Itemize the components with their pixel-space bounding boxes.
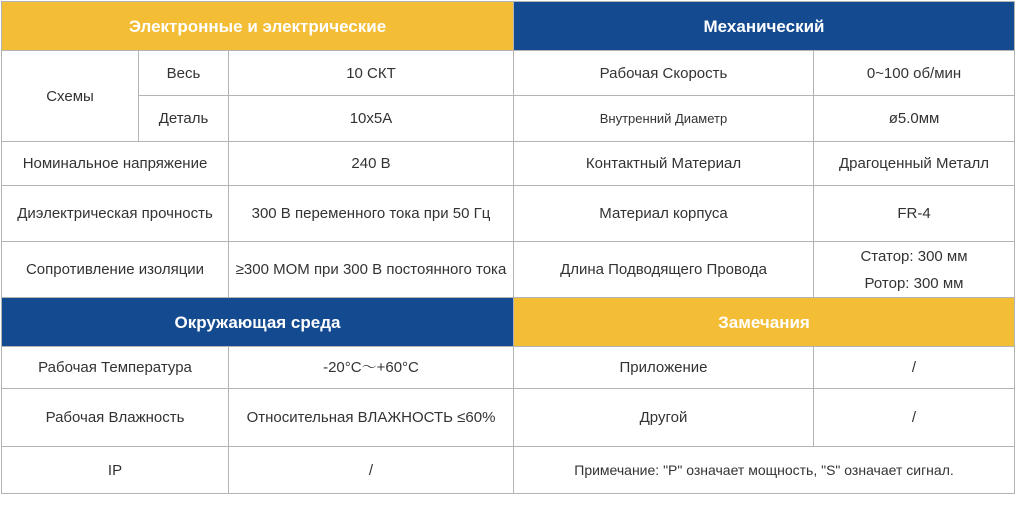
dielectric-strength-label: Диэлектрическая прочность [2, 186, 229, 242]
contact-material-value: Драгоценный Металл [814, 142, 1015, 186]
weight-label: Весь [139, 51, 229, 96]
circuits-label: Схемы [2, 51, 139, 142]
housing-material-label: Материал корпуса [514, 186, 814, 242]
remarks-note: Примечание: "P" означает мощность, "S" означает сигнал. [514, 447, 1015, 494]
insulation-resistance-label: Сопротивление изоляции [2, 242, 229, 298]
ip-label: IP [2, 447, 229, 494]
mechanical-section-header: Механический [514, 2, 1015, 51]
operating-temperature-label: Рабочая Температура [2, 347, 229, 389]
rated-voltage-label: Номинальное напряжение [2, 142, 229, 186]
detail-label: Деталь [139, 96, 229, 142]
remarks-section-header: Замечания [514, 298, 1015, 347]
operating-humidity-label: Рабочая Влажность [2, 389, 229, 447]
lead-length-stator: Статор: 300 мм [860, 247, 968, 265]
electrical-section-header: Электронные и электрические [2, 2, 514, 51]
lead-length-value [814, 242, 1015, 298]
insulation-resistance-value: ≥300 МОМ при 300 В постоянного тока [229, 242, 514, 298]
application-value: / [814, 347, 1015, 389]
housing-material-value: FR-4 [814, 186, 1015, 242]
other-label: Другой [514, 389, 814, 447]
environment-section-header: Окружающая среда [2, 298, 514, 347]
operating-temperature-value: -20°C～+60°C [229, 347, 514, 389]
ip-value: / [229, 447, 514, 494]
application-label: Приложение [514, 347, 814, 389]
inner-diameter-value: ø5.0мм [814, 96, 1015, 142]
speed-label: Рабочая Скорость [514, 51, 814, 96]
lead-length-label: Длина Подводящего Провода [514, 242, 814, 298]
dielectric-strength-value: 300 В переменного тока при 50 Гц [229, 186, 514, 242]
specification-table [1, 1, 1015, 494]
inner-diameter-label: Внутренний Диаметр [514, 96, 814, 142]
detail-value: 10х5А [229, 96, 514, 142]
operating-humidity-value: Относительная ВЛАЖНОСТЬ ≤60% [229, 389, 514, 447]
speed-value: 0~100 об/мин [814, 51, 1015, 96]
contact-material-label: Контактный Материал [514, 142, 814, 186]
other-value: / [814, 389, 1015, 447]
lead-length-rotor: Ротор: 300 мм [864, 274, 964, 292]
weight-value: 10 СКТ [229, 51, 514, 96]
rated-voltage-value: 240 В [229, 142, 514, 186]
